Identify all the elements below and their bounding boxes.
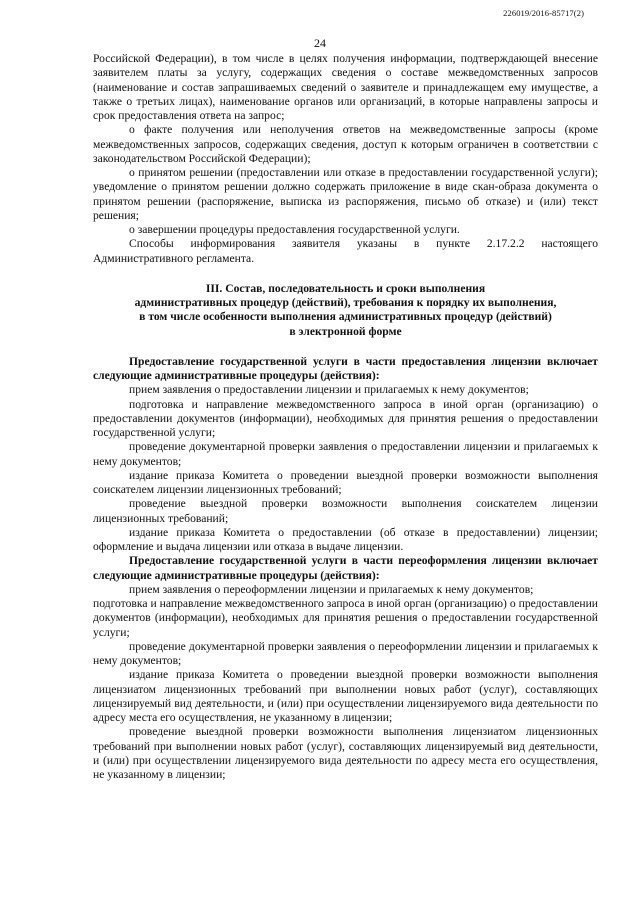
procedure-item: проведение документарной проверки заявления о переоформлении лицензии и прилагаемых к нему документов; xyxy=(93,639,598,667)
section-heading-line: III. Состав, последовательность и сроки выполнения xyxy=(205,281,486,295)
procedure-intro: Предоставление государственной услуги в части переоформления лицензии включает следующие административные процедуры (действия): xyxy=(93,554,598,582)
procedure-item: проведение документарной проверки заявления о предоставлении лицензии и прилагаемых к нему документов; xyxy=(93,440,598,468)
section-heading xyxy=(93,282,598,339)
section-heading-line: в том числе особенности выполнения административных процедур (действий) xyxy=(139,310,552,324)
page-content xyxy=(93,52,598,782)
procedure-item: издание приказа Комитета о проведении выездной проверки возможности выполнения лицензиатом лицензионных требований при выполнении новых работ (услуг), составляющих лицензируемый вид деятельности, и (или) при осуществлении лицензируемого вида деятельности по адресу места его осуществления, не указанному в лицензии; xyxy=(93,668,598,724)
spacer xyxy=(93,339,598,355)
section-heading-line: в электронной форме xyxy=(289,324,402,338)
paragraph: Способы информирования заявителя указаны в пункте 2.17.2.2 настоящего Административного регламента. xyxy=(93,237,598,265)
procedure-item: подготовка и направление межведомственного запроса в иной орган (организацию) о предоставлении документов (информации), необходимых для принятия решения о предоставлении государственной услуги; xyxy=(93,397,598,439)
procedure-item: проведение выездной проверки возможности выполнения лицензиатом лицензионных требований при выполнении новых работ (услуг), составляющих лицензируемый вид деятельности, и (или) при осуществлении лицензируемого вида деятельности по адресу места его осуществления, не указанному в лицензии; xyxy=(93,725,598,781)
procedure-item: издание приказа Комитета о предоставлении (об отказе в предоставлении) лицензии; оформление и выдача лицензии или отказа в выдаче лицензии. xyxy=(93,525,598,553)
procedure-intro: Предоставление государственной услуги в части предоставления лицензии включает следующие административные процедуры (действия): xyxy=(93,354,598,382)
procedure-item: проведение выездной проверки возможности выполнения соискателем лицензии лицензионных требований; xyxy=(93,497,598,525)
paragraph: Российской Федерации), в том числе в целях получения информации, подтверждающей внесение заявителем платы за услугу, содержащих сведения о составе межведомственных запросов (наименование и состав запрашиваемых сведений о заявителе и принадлежащем ему имуществе, а также о третьих лицах), наименование органов или организаций, в которые направлены запросы и срок предоставления ответа на запрос; xyxy=(93,52,598,122)
section-heading-line: административных процедур (действий), требования к порядку их выполнения, xyxy=(134,296,557,309)
procedure-item: подготовка и направление межведомственного запроса в иной орган (организацию) о предоставлении документов (информации), необходимых для принятия решения о предоставлении государственной услуги; xyxy=(93,597,598,639)
paragraph: о принятом решении (предоставлении или отказе в предоставлении государственной услуги); уведомление о принятом решении должно содержать приложение в виде скан-образа документа о принятом решении (распоряжение, выписка из распоряжения, письмо об отказе) и (или) текст решения; xyxy=(93,166,598,222)
paragraph: о завершении процедуры предоставления государственной услуги. xyxy=(129,223,460,236)
page-number: 24 xyxy=(314,36,326,50)
procedure-item: прием заявления о переоформлении лицензии и прилагаемых к нему документов; xyxy=(129,582,534,596)
document-id: 226019/2016-85717(2) xyxy=(503,8,584,18)
paragraph: о факте получения или неполучения ответов на межведомственные запросы (кроме межведомственных запросов, содержащих сведения, доступ к которым ограничен в соответствии с законодательством Российской Федерации); xyxy=(93,123,598,165)
procedure-item: прием заявления о предоставлении лицензии и прилагаемых к нему документов; xyxy=(129,383,529,397)
procedure-item: издание приказа Комитета о проведении выездной проверки возможности выполнения соискателем лицензии лицензионных требований; xyxy=(93,468,598,496)
spacer xyxy=(93,266,598,282)
